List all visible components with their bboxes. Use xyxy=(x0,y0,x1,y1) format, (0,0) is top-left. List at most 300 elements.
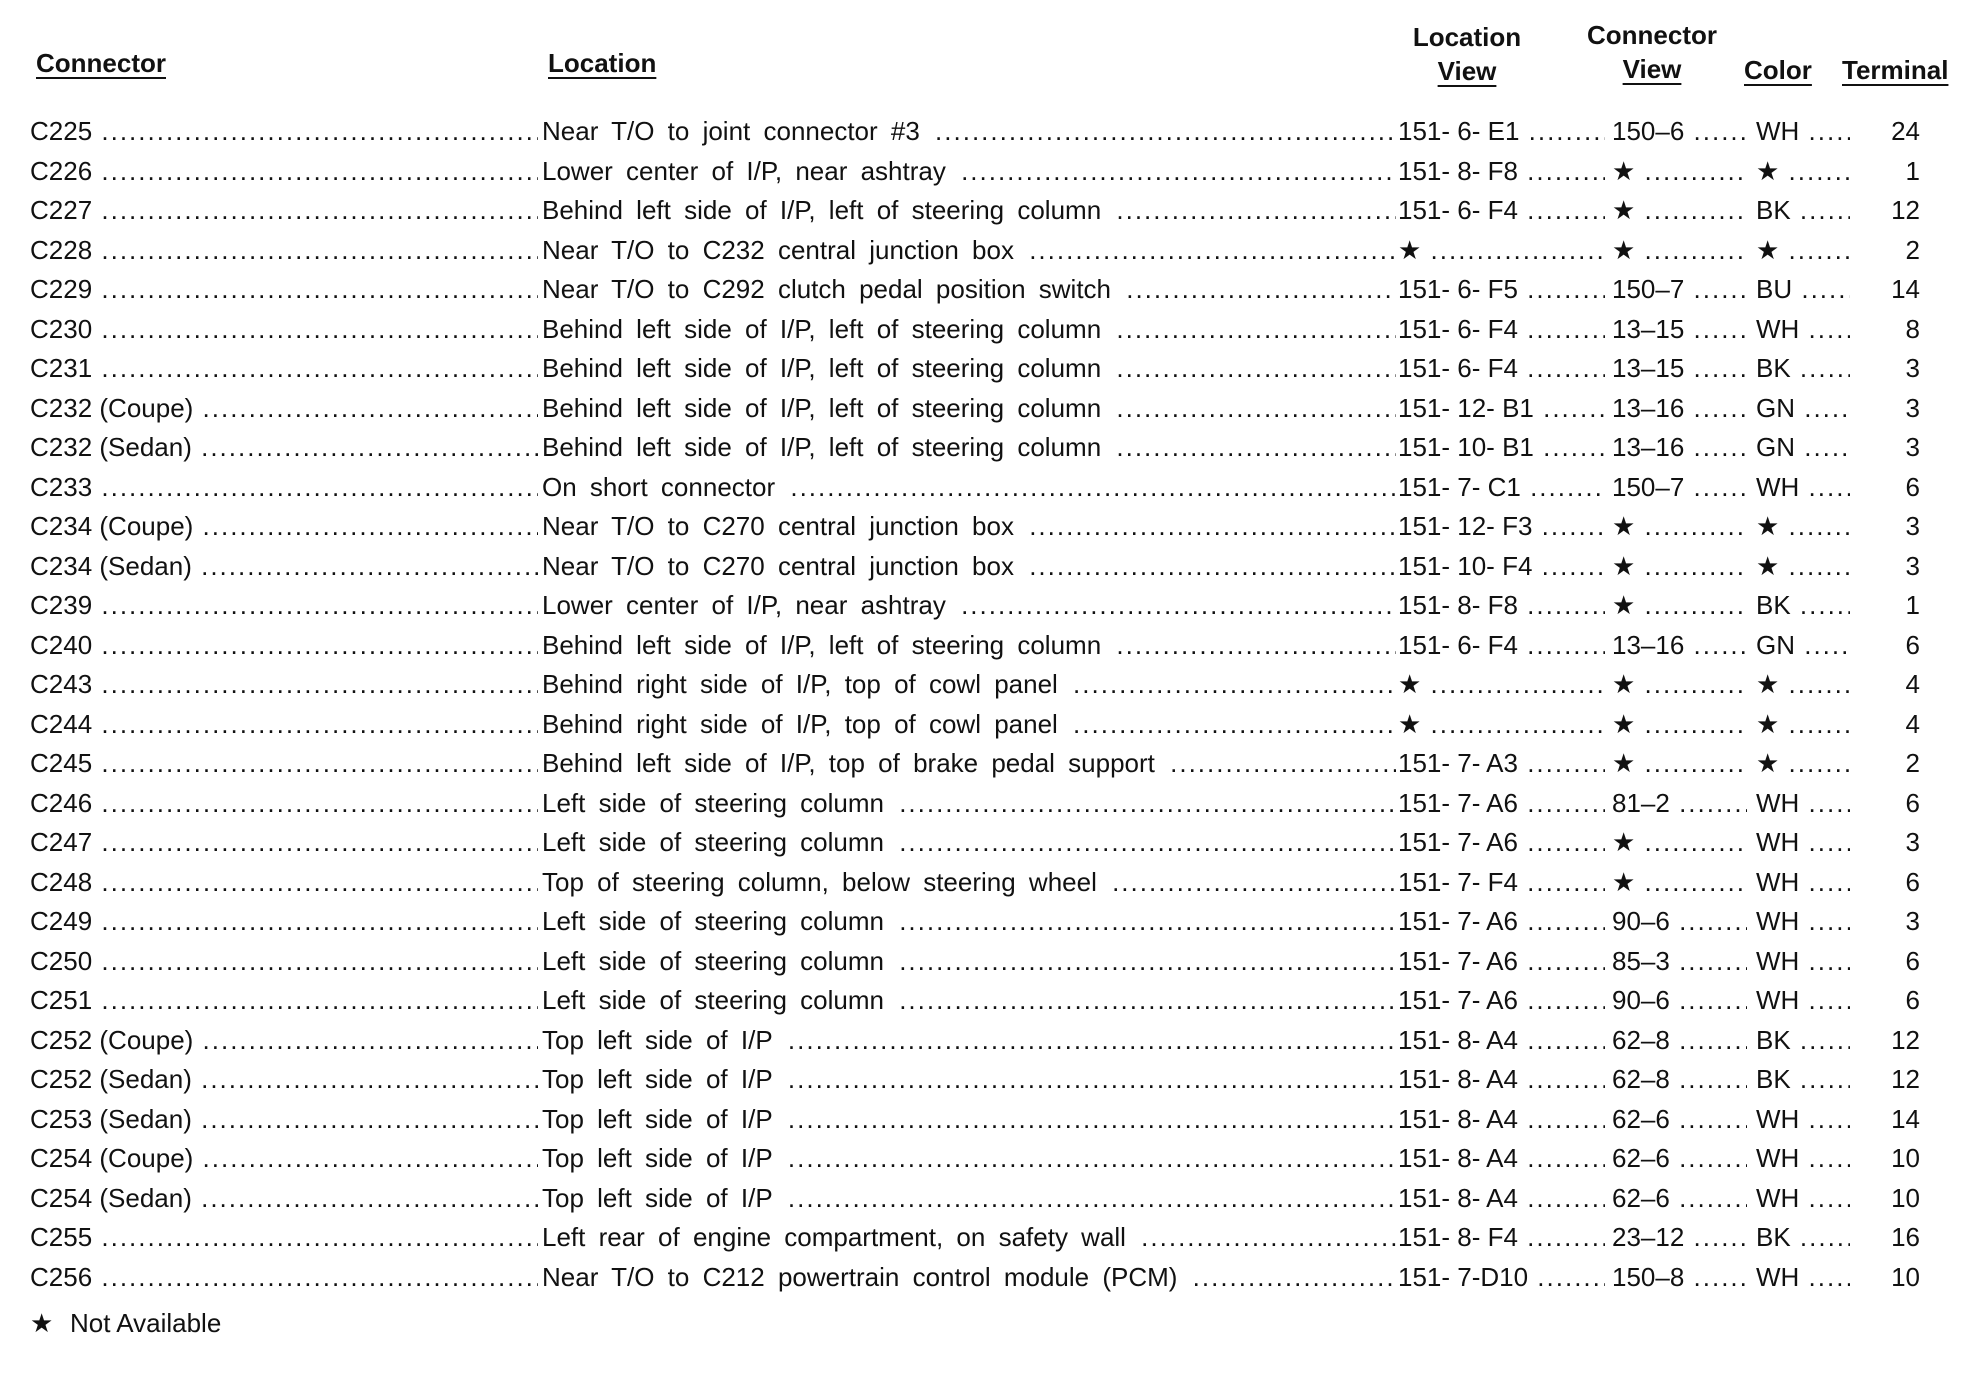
header-color: Color xyxy=(1744,55,1812,85)
color-cell xyxy=(1750,981,1850,1021)
location-view-cell xyxy=(1398,744,1605,784)
table-row xyxy=(0,863,1974,903)
connector-view-cell-value: 90–6 xyxy=(1612,906,1670,936)
connector-cell-value: C232 (Coupe) xyxy=(30,392,194,423)
location-view-cell xyxy=(1398,981,1605,1021)
location-view-cell-value: 151- 7-D10 xyxy=(1398,1261,1529,1292)
color-cell xyxy=(1750,270,1850,310)
terminal-cell-value: 12 xyxy=(1891,1024,1920,1055)
connector-view-cell-value: 13–16 xyxy=(1612,629,1685,660)
color-cell-value: ★ xyxy=(1756,550,1780,581)
connector-cell-value: C232 (Sedan) xyxy=(30,432,192,462)
location-cell xyxy=(542,1179,1396,1219)
connector-view-cell-value: 62–8 xyxy=(1612,1024,1670,1055)
location-cell-value: Top left side of I/P xyxy=(542,1103,773,1134)
connector-cell xyxy=(30,112,538,152)
connector-cell xyxy=(30,705,538,745)
terminal-cell-value: 6 xyxy=(1905,629,1920,660)
table-row xyxy=(0,270,1974,310)
location-view-cell-value: 151- 7- F4 xyxy=(1398,866,1518,897)
color-cell-value: ★ xyxy=(1756,234,1780,265)
table-row xyxy=(0,349,1974,389)
connector-view-cell xyxy=(1612,310,1747,350)
terminal-cell-value: 24 xyxy=(1891,116,1920,146)
connector-view-cell xyxy=(1612,547,1747,587)
terminal-cell-value: 3 xyxy=(1905,511,1920,541)
connector-view-cell xyxy=(1612,507,1747,547)
connector-view-cell xyxy=(1612,705,1747,745)
connector-cell-value: C239 xyxy=(30,590,93,620)
connector-view-cell xyxy=(1612,1179,1747,1219)
connector-cell-value: C231 xyxy=(30,353,93,383)
connector-view-cell-value: 150–7 xyxy=(1612,471,1685,502)
connector-view-cell xyxy=(1612,349,1747,389)
terminal-cell xyxy=(1880,1060,1920,1100)
location-cell-value: Near T/O to C212 powertrain control module (PCM) xyxy=(542,1261,1178,1292)
color-cell xyxy=(1750,942,1850,982)
location-view-cell xyxy=(1398,902,1605,942)
connector-view-cell-value: 62–6 xyxy=(1612,1103,1670,1134)
location-cell xyxy=(542,784,1396,824)
color-cell-value: BK xyxy=(1756,1222,1791,1252)
connector-view-cell xyxy=(1612,744,1747,784)
connector-view-cell-value: 62–6 xyxy=(1612,1143,1670,1173)
color-cell-value: WH xyxy=(1756,866,1800,897)
table-row xyxy=(0,152,1974,192)
location-view-cell xyxy=(1398,507,1605,547)
location-view-cell-value: 151- 7- A3 xyxy=(1398,748,1518,778)
color-cell-value: WH xyxy=(1756,116,1800,146)
location-cell xyxy=(542,1258,1396,1298)
header-connector-view xyxy=(1580,18,1724,86)
location-view-cell-value: ★ xyxy=(1398,669,1422,699)
terminal-cell xyxy=(1880,586,1920,626)
location-cell xyxy=(542,902,1396,942)
location-view-cell-value: ★ xyxy=(1398,708,1422,739)
connector-view-cell-value: 13–16 xyxy=(1612,432,1685,462)
table-row xyxy=(0,586,1974,626)
connector-cell xyxy=(30,152,538,192)
location-cell xyxy=(542,428,1396,468)
table-row xyxy=(0,428,1974,468)
table-row xyxy=(0,191,1974,231)
terminal-cell-value: 2 xyxy=(1905,748,1920,778)
connector-cell-value: C234 (Coupe) xyxy=(30,511,194,541)
location-view-cell xyxy=(1398,823,1605,863)
connector-cell xyxy=(30,981,538,1021)
color-cell xyxy=(1750,1060,1850,1100)
connector-cell xyxy=(30,1060,538,1100)
table-row xyxy=(0,547,1974,587)
table-row xyxy=(0,1218,1974,1258)
header-terminal: Terminal xyxy=(1842,55,1949,85)
color-cell-value: WH xyxy=(1756,471,1800,502)
location-cell-value: Left side of steering column xyxy=(542,945,884,976)
terminal-cell xyxy=(1880,310,1920,350)
terminal-cell-value: 8 xyxy=(1905,313,1920,344)
location-cell xyxy=(542,705,1396,745)
terminal-cell-value: 6 xyxy=(1905,985,1920,1015)
terminal-cell xyxy=(1880,1179,1920,1219)
connector-view-cell-value: 13–16 xyxy=(1612,392,1685,423)
location-cell xyxy=(542,1021,1396,1061)
location-view-cell xyxy=(1398,112,1605,152)
location-cell xyxy=(542,112,1396,152)
color-cell xyxy=(1750,547,1850,587)
color-cell-value: WH xyxy=(1756,945,1800,976)
connector-cell xyxy=(30,1218,538,1258)
location-view-cell-value: 151- 6- F4 xyxy=(1398,629,1518,660)
location-cell-value: Left side of steering column xyxy=(542,985,884,1015)
table-row xyxy=(0,626,1974,666)
connector-view-cell xyxy=(1612,784,1747,824)
location-cell xyxy=(542,152,1396,192)
terminal-cell xyxy=(1880,468,1920,508)
color-cell xyxy=(1750,1179,1850,1219)
location-cell xyxy=(542,191,1396,231)
location-cell xyxy=(542,349,1396,389)
terminal-cell-value: 6 xyxy=(1905,471,1920,502)
location-cell xyxy=(542,231,1396,271)
color-cell xyxy=(1750,389,1850,429)
location-cell-value: Behind right side of I/P, top of cowl panel xyxy=(542,708,1058,739)
location-view-cell-value: 151- 7- C1 xyxy=(1398,471,1521,502)
connector-cell-value: C244 xyxy=(30,708,93,739)
table-row xyxy=(0,507,1974,547)
location-cell-value: Behind right side of I/P, top of cowl panel xyxy=(542,669,1058,699)
color-cell-value: BK xyxy=(1756,353,1791,383)
location-cell xyxy=(542,626,1396,666)
connector-view-cell-value: ★ xyxy=(1612,550,1636,581)
location-view-cell-value: 151- 7- A6 xyxy=(1398,787,1518,818)
terminal-cell-value: 4 xyxy=(1905,708,1920,739)
location-cell-value: Near T/O to joint connector #3 xyxy=(542,116,920,146)
location-cell xyxy=(542,1218,1396,1258)
connector-view-cell-value: 150–8 xyxy=(1612,1261,1685,1292)
terminal-cell xyxy=(1880,863,1920,903)
connector-view-cell xyxy=(1612,1139,1747,1179)
location-view-cell xyxy=(1398,863,1605,903)
location-view-cell-value: 151- 6- F4 xyxy=(1398,353,1518,383)
color-cell-value: WH xyxy=(1756,1261,1800,1292)
connector-view-cell-value: 62–6 xyxy=(1612,1182,1670,1213)
location-view-cell-value: 151- 8- A4 xyxy=(1398,1024,1518,1055)
terminal-cell-value: 2 xyxy=(1905,234,1920,265)
header-connector-view-line1: Connector xyxy=(1587,20,1717,50)
terminal-cell-value: 1 xyxy=(1905,155,1920,186)
connector-view-cell xyxy=(1612,270,1747,310)
terminal-cell xyxy=(1880,902,1920,942)
connector-cell-value: C233 xyxy=(30,471,93,502)
location-view-cell-value: 151- 8- A4 xyxy=(1398,1064,1518,1094)
connector-view-cell-value: ★ xyxy=(1612,748,1636,778)
location-view-cell-value: 151- 7- A6 xyxy=(1398,945,1518,976)
terminal-cell-value: 3 xyxy=(1905,353,1920,383)
terminal-cell-value: 16 xyxy=(1891,1222,1920,1252)
location-cell-value: Left side of steering column xyxy=(542,827,884,857)
connector-view-cell-value: 150–7 xyxy=(1612,274,1685,304)
location-cell xyxy=(542,547,1396,587)
color-cell-value: GN xyxy=(1756,392,1795,423)
connector-view-cell xyxy=(1612,1100,1747,1140)
table-row xyxy=(0,1060,1974,1100)
location-view-cell xyxy=(1398,665,1605,705)
color-cell xyxy=(1750,626,1850,666)
location-view-cell-value: 151- 8- A4 xyxy=(1398,1182,1518,1213)
header-connector: Connector xyxy=(36,48,166,78)
location-view-cell-value: 151- 8- A4 xyxy=(1398,1103,1518,1134)
terminal-cell xyxy=(1880,705,1920,745)
table-row xyxy=(0,784,1974,824)
terminal-cell-value: 3 xyxy=(1905,392,1920,423)
table-row xyxy=(0,744,1974,784)
terminal-cell-value: 10 xyxy=(1891,1182,1920,1213)
connector-view-cell xyxy=(1612,231,1747,271)
connector-cell xyxy=(30,784,538,824)
location-cell xyxy=(542,1060,1396,1100)
color-cell-value: BK xyxy=(1756,1024,1791,1055)
connector-cell-value: C252 (Coupe) xyxy=(30,1024,194,1055)
connector-view-cell-value: 81–2 xyxy=(1612,787,1670,818)
connector-cell-value: C230 xyxy=(30,313,93,344)
terminal-cell xyxy=(1880,428,1920,468)
header-location-view xyxy=(1402,20,1532,88)
connector-view-cell-value: ★ xyxy=(1612,866,1636,897)
location-view-cell xyxy=(1398,231,1605,271)
table-row xyxy=(0,823,1974,863)
connector-view-cell-value: 13–15 xyxy=(1612,313,1685,344)
color-cell xyxy=(1750,1139,1850,1179)
color-cell-value: WH xyxy=(1756,827,1800,857)
connector-cell-value: C251 xyxy=(30,985,93,1015)
connector-view-cell-value: ★ xyxy=(1612,195,1636,225)
location-view-cell xyxy=(1398,626,1605,666)
terminal-cell-value: 12 xyxy=(1891,1064,1920,1094)
table-row xyxy=(0,231,1974,271)
terminal-cell xyxy=(1880,665,1920,705)
connector-cell-value: C247 xyxy=(30,827,93,857)
terminal-cell xyxy=(1880,231,1920,271)
location-view-cell-value: 151- 10- F4 xyxy=(1398,550,1533,581)
location-cell-value: Near T/O to C232 central junction box xyxy=(542,234,1014,265)
terminal-cell xyxy=(1880,823,1920,863)
connector-cell-value: C249 xyxy=(30,906,93,936)
connector-view-cell xyxy=(1612,389,1747,429)
terminal-cell xyxy=(1880,942,1920,982)
location-cell-value: Top of steering column, below steering wheel xyxy=(542,866,1097,897)
connector-cell xyxy=(30,1021,538,1061)
connector-cell xyxy=(30,270,538,310)
terminal-cell-value: 4 xyxy=(1905,669,1920,699)
location-view-cell-value: 151- 12- F3 xyxy=(1398,511,1533,541)
connector-view-cell xyxy=(1612,1060,1747,1100)
location-view-cell xyxy=(1398,1060,1605,1100)
connector-view-cell xyxy=(1612,152,1747,192)
terminal-cell xyxy=(1880,981,1920,1021)
terminal-cell-value: 3 xyxy=(1905,550,1920,581)
color-cell-value: ★ xyxy=(1756,748,1780,778)
location-cell-value: Top left side of I/P xyxy=(542,1064,773,1094)
color-cell xyxy=(1750,191,1850,231)
terminal-cell-value: 12 xyxy=(1891,195,1920,225)
connector-view-cell-value: ★ xyxy=(1612,708,1636,739)
location-view-cell xyxy=(1398,191,1605,231)
color-cell-value: WH xyxy=(1756,787,1800,818)
location-view-cell xyxy=(1398,389,1605,429)
location-cell xyxy=(542,665,1396,705)
color-cell xyxy=(1750,1021,1850,1061)
connector-view-cell xyxy=(1612,942,1747,982)
connector-cell xyxy=(30,1139,538,1179)
color-cell-value: WH xyxy=(1756,985,1800,1015)
connector-cell-value: C253 (Sedan) xyxy=(30,1103,192,1134)
terminal-cell xyxy=(1880,784,1920,824)
location-view-cell-value: 151- 12- B1 xyxy=(1398,392,1534,423)
footnote-text: Not Available xyxy=(70,1308,222,1338)
location-view-cell-value: 151- 6- F4 xyxy=(1398,313,1518,344)
location-cell xyxy=(542,1139,1396,1179)
header-location-view-line2: View xyxy=(1437,56,1497,86)
location-view-cell xyxy=(1398,1218,1605,1258)
color-cell-value: BK xyxy=(1756,1064,1791,1094)
location-cell xyxy=(542,310,1396,350)
terminal-cell-value: 3 xyxy=(1905,432,1920,462)
color-cell xyxy=(1750,1218,1850,1258)
location-view-cell xyxy=(1398,784,1605,824)
location-cell-value: Behind left side of I/P, left of steering column xyxy=(542,353,1102,383)
connector-view-cell-value: ★ xyxy=(1612,669,1636,699)
connector-cell-value: C229 xyxy=(30,274,93,304)
location-view-cell-value: 151- 8- F8 xyxy=(1398,590,1518,620)
terminal-cell-value: 1 xyxy=(1905,590,1920,620)
connector-cell xyxy=(30,547,538,587)
terminal-cell-value: 6 xyxy=(1905,866,1920,897)
connector-view-cell xyxy=(1612,863,1747,903)
connector-cell xyxy=(30,863,538,903)
color-cell xyxy=(1750,823,1850,863)
location-view-cell xyxy=(1398,152,1605,192)
location-cell-value: Top left side of I/P xyxy=(542,1143,773,1173)
location-cell xyxy=(542,468,1396,508)
color-cell xyxy=(1750,231,1850,271)
header-location-view-line1: Location xyxy=(1412,22,1522,52)
connector-cell-value: C248 xyxy=(30,866,93,897)
location-cell-value: Left side of steering column xyxy=(542,787,884,818)
connector-cell-value: C234 (Sedan) xyxy=(30,550,192,581)
color-cell xyxy=(1750,428,1850,468)
connector-cell-value: C254 (Sedan) xyxy=(30,1182,192,1213)
location-cell-value: Behind left side of I/P, left of steering column xyxy=(542,313,1102,344)
location-cell-value: Behind left side of I/P, top of brake pedal support xyxy=(542,748,1155,778)
connector-cell-value: C254 (Coupe) xyxy=(30,1143,194,1173)
color-cell-value: ★ xyxy=(1756,511,1780,541)
location-view-cell-value: 151- 10- B1 xyxy=(1398,432,1534,462)
color-cell xyxy=(1750,152,1850,192)
connector-cell-value: C226 xyxy=(30,155,93,186)
connector-cell xyxy=(30,1179,538,1219)
location-cell-value: Behind left side of I/P, left of steering column xyxy=(542,392,1102,423)
location-cell-value: On short connector xyxy=(542,471,776,502)
connector-cell xyxy=(30,942,538,982)
color-cell xyxy=(1750,468,1850,508)
connector-cell xyxy=(30,1100,538,1140)
terminal-cell xyxy=(1880,349,1920,389)
terminal-cell xyxy=(1880,507,1920,547)
connector-view-cell-value: 85–3 xyxy=(1612,945,1670,976)
connector-view-cell xyxy=(1612,1258,1747,1298)
connector-view-cell xyxy=(1612,112,1747,152)
connector-view-cell xyxy=(1612,1021,1747,1061)
terminal-cell-value: 6 xyxy=(1905,787,1920,818)
color-cell-value: ★ xyxy=(1756,155,1780,186)
location-view-cell-value: 151- 7- A6 xyxy=(1398,906,1518,936)
connector-table-body xyxy=(0,112,1974,1297)
connector-cell xyxy=(30,902,538,942)
color-cell xyxy=(1750,863,1850,903)
connector-view-cell xyxy=(1612,468,1747,508)
location-cell xyxy=(542,823,1396,863)
terminal-cell xyxy=(1880,744,1920,784)
color-cell-value: GN xyxy=(1756,432,1795,462)
location-cell-value: Near T/O to C292 clutch pedal position switch xyxy=(542,274,1112,304)
table-row xyxy=(0,112,1974,152)
table-row xyxy=(0,1139,1974,1179)
color-cell-value: WH xyxy=(1756,906,1800,936)
connector-view-cell xyxy=(1612,626,1747,666)
connector-view-cell-value: 62–8 xyxy=(1612,1064,1670,1094)
color-cell-value: WH xyxy=(1756,1103,1800,1134)
color-cell xyxy=(1750,902,1850,942)
terminal-cell xyxy=(1880,626,1920,666)
connector-view-cell-value: 90–6 xyxy=(1612,985,1670,1015)
connector-cell xyxy=(30,191,538,231)
connector-view-cell-value: ★ xyxy=(1612,234,1636,265)
connector-view-cell-value: 23–12 xyxy=(1612,1222,1685,1252)
connector-view-cell-value: ★ xyxy=(1612,590,1636,620)
location-view-cell-value: ★ xyxy=(1398,234,1422,265)
color-cell-value: BK xyxy=(1756,195,1791,225)
color-cell-value: ★ xyxy=(1756,669,1780,699)
connector-cell xyxy=(30,428,538,468)
location-view-cell xyxy=(1398,705,1605,745)
terminal-cell-value: 14 xyxy=(1891,274,1920,304)
location-view-cell xyxy=(1398,1100,1605,1140)
location-view-cell xyxy=(1398,428,1605,468)
connector-view-cell-value: ★ xyxy=(1612,827,1636,857)
table-row xyxy=(0,468,1974,508)
color-cell-value: WH xyxy=(1756,313,1800,344)
location-view-cell xyxy=(1398,1179,1605,1219)
color-cell xyxy=(1750,586,1850,626)
terminal-cell xyxy=(1880,152,1920,192)
connector-view-cell xyxy=(1612,428,1747,468)
terminal-cell-value: 14 xyxy=(1891,1103,1920,1134)
connector-cell xyxy=(30,823,538,863)
location-cell xyxy=(542,863,1396,903)
header-connector-view-line2: View xyxy=(1622,54,1682,84)
connector-cell-value: C246 xyxy=(30,787,93,818)
location-cell xyxy=(542,507,1396,547)
location-cell xyxy=(542,981,1396,1021)
location-cell-value: Left side of steering column xyxy=(542,906,884,936)
location-view-cell xyxy=(1398,1258,1605,1298)
connector-view-cell xyxy=(1612,191,1747,231)
table-row xyxy=(0,942,1974,982)
location-view-cell xyxy=(1398,942,1605,982)
terminal-cell xyxy=(1880,1021,1920,1061)
location-view-cell xyxy=(1398,1139,1605,1179)
location-view-cell-value: 151- 6- F4 xyxy=(1398,195,1518,225)
